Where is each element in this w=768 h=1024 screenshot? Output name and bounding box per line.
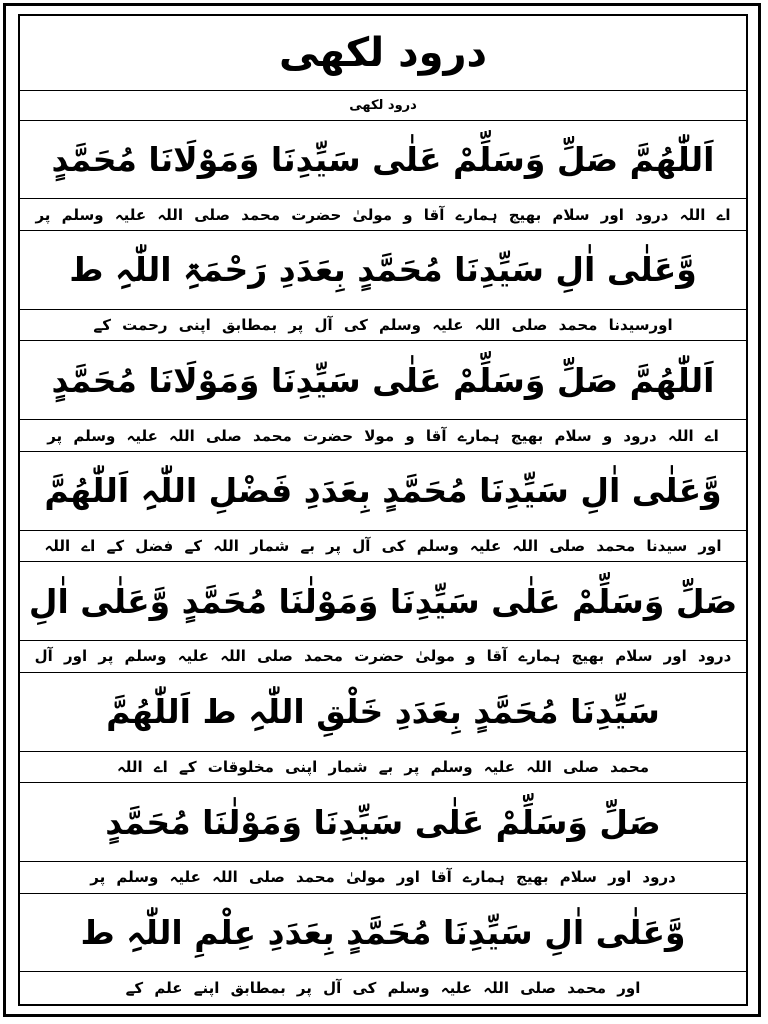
translation-text: درود اور سلام بھیج ہمارے آقا اور مولیٰ محمد صلی اللہ علیہ وسلم پر [90, 868, 676, 887]
arabic-text: اَللّٰھُمَّ صَلِّ وَسَلِّمْ عَلٰی سَیِّدِنَا وَمَوْلَانَا مُحَمَّدٍ [51, 360, 715, 400]
arabic-text: صَلِّ وَسَلِّمْ عَلٰی سَیِّدِنَا وَمَوْلٰنَا مُحَمَّدٍ [105, 802, 661, 842]
arabic-line-3 [20, 341, 746, 420]
arabic-text: وَّعَلٰی اٰلِ سَیِّدِنَا مُحَمَّدٍ بِعَدَدِ رَحْمَۃِ اللّٰہِ ط [69, 250, 697, 290]
translation-text: محمد صلی اللہ علیہ وسلم پر بے شمار اپنی مخلوقات کے اے اللہ [116, 757, 650, 776]
arabic-line-2 [20, 231, 746, 310]
title-row [20, 16, 746, 91]
translation-line-8 [20, 972, 746, 1004]
arabic-text: وَّعَلٰی اٰلِ سَیِّدِنَا مُحَمَّدٍ بِعَدَدِ عِلْمِ اللّٰہِ ط [80, 913, 686, 953]
arabic-line-4 [20, 452, 746, 531]
translation-line-6 [20, 752, 746, 784]
translation-line-2 [20, 310, 746, 342]
translation-line-5 [20, 641, 746, 673]
page-subtitle: درود لکھی [349, 97, 417, 113]
text-frame [18, 14, 748, 1006]
translation-line-3 [20, 420, 746, 452]
translation-line-4 [20, 531, 746, 563]
translation-text: اور محمد صلی اللہ علیہ وسلم کی آل پر بمطابق اپنے علم کے [125, 979, 641, 998]
translation-text: اور سیدنا محمد صلی اللہ علیہ وسلم کی آل پر بے شمار اللہ کے فضل کے اے اللہ [44, 537, 722, 555]
arabic-text: صَلِّ وَسَلِّمْ عَلٰی سَیِّدِنَا وَمَوْلٰنَا مُحَمَّدٍ وَّعَلٰی اٰلِ [28, 581, 738, 621]
translation-text: اورسیدنا محمد صلی اللہ علیہ وسلم کی آل پر بمطابق اپنی رحمت کے [93, 316, 673, 335]
translation-line-7 [20, 862, 746, 894]
translation-text: اے اللہ درود اور سلام بھیج ہمارے آقا و مولیٰ حضرت محمد صلی اللہ علیہ وسلم پر [35, 205, 731, 224]
arabic-text: سَیِّدِنَا مُحَمَّدٍ بِعَدَدِ خَلْقِ اللّٰہِ ط اَللّٰھُمَّ [106, 692, 660, 732]
arabic-line-7 [20, 783, 746, 862]
translation-text: اے اللہ درود و سلام بھیج ہمارے آقا و مولا حضرت محمد صلی اللہ علیہ وسلم پر [47, 426, 719, 445]
subtitle-row [20, 91, 746, 121]
page-title: درود لکھی [278, 29, 488, 76]
arabic-text: اَللّٰھُمَّ صَلِّ وَسَلِّمْ عَلٰی سَیِّدِنَا وَمَوْلَانَا مُحَمَّدٍ [51, 139, 715, 179]
page-border [3, 3, 761, 1017]
arabic-text: وَّعَلٰی اٰلِ سَیِّدِنَا مُحَمَّدٍ بِعَدَدِ فَضْلِ اللّٰہِ اَللّٰھُمَّ [44, 471, 722, 511]
arabic-line-5 [20, 562, 746, 641]
translation-line-1 [20, 199, 746, 231]
arabic-line-6 [20, 673, 746, 752]
arabic-line-8 [20, 894, 746, 973]
arabic-line-1 [20, 121, 746, 200]
translation-text: درود اور سلام بھیج ہمارے آقا و مولیٰ حضرت محمد صلی اللہ علیہ وسلم پر اور آل [34, 647, 732, 666]
